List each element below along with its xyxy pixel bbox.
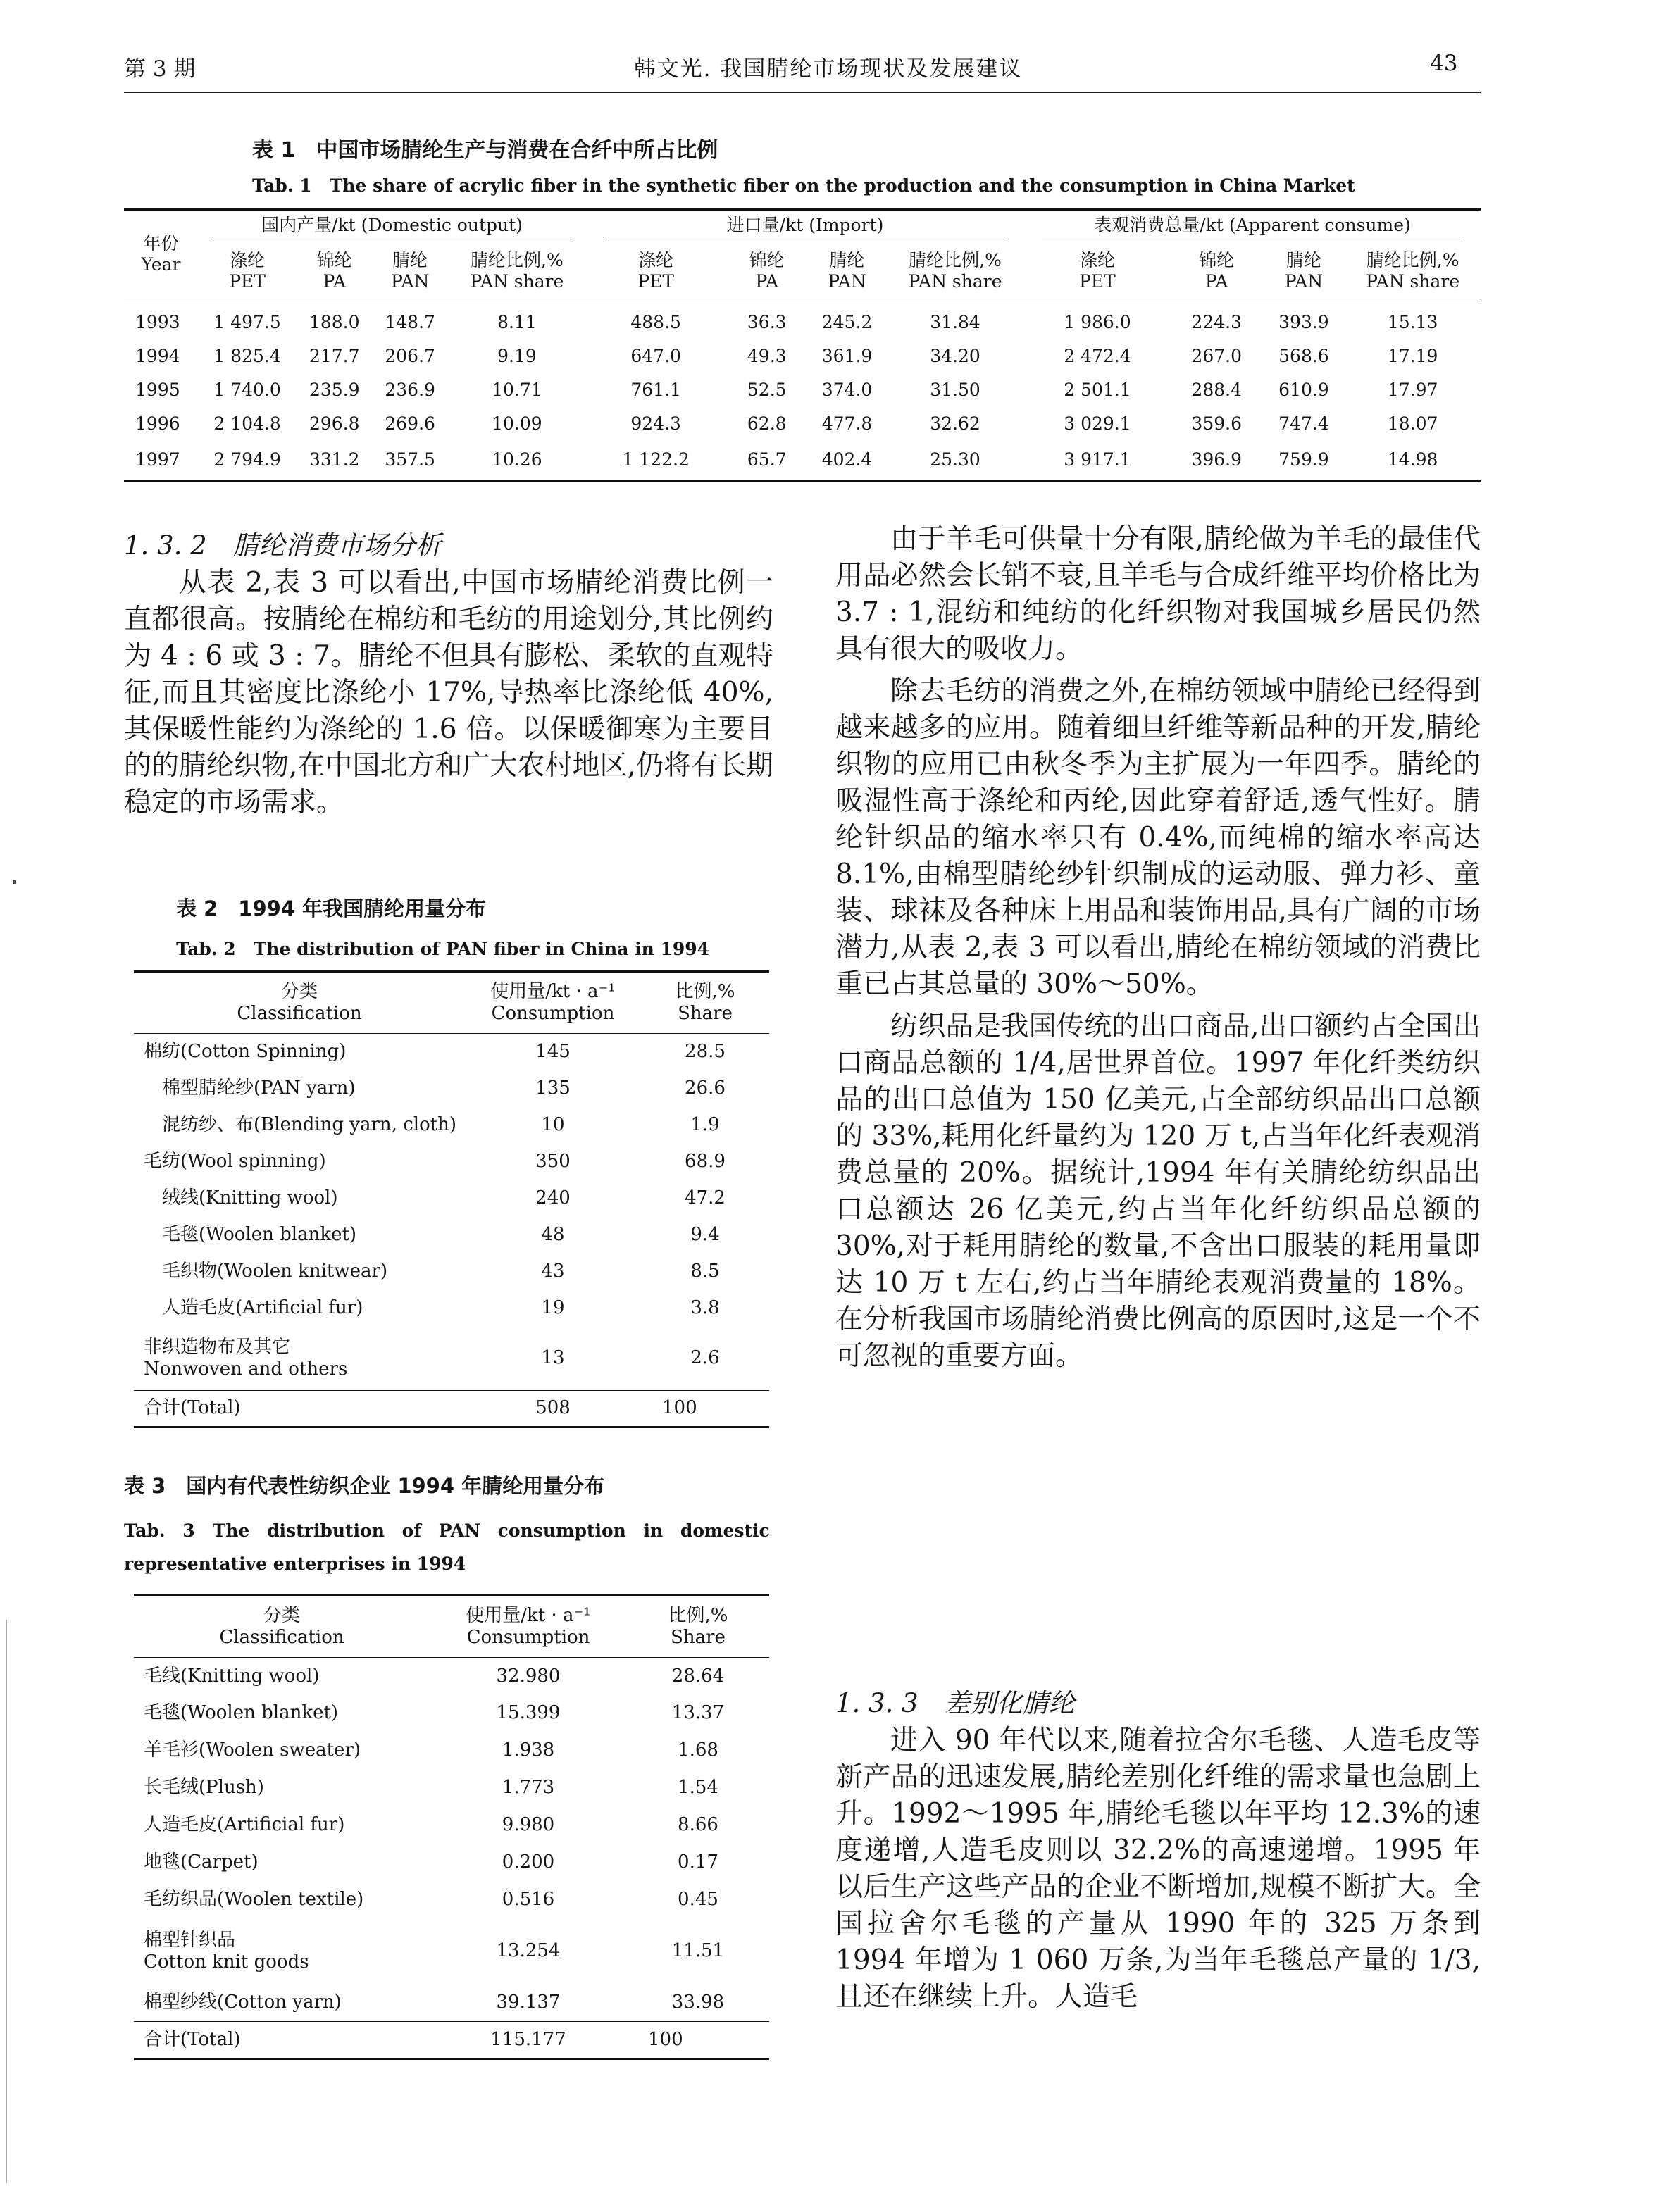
section-heading-132: 1. 3. 2 腈纶消费市场分析	[124, 530, 442, 561]
consumption-cell: 135	[535, 1077, 571, 1099]
table2-row	[134, 1180, 769, 1217]
classification-cell	[134, 1658, 430, 1695]
share-cell: 8.66	[678, 1814, 718, 1836]
table1-cell: 17.97	[1387, 380, 1438, 400]
table3-row	[134, 1695, 769, 1732]
table1-cell: 488.5	[630, 312, 681, 333]
sub-cn: 腈纶比例,%	[471, 249, 564, 270]
head-cn: 比例,%	[668, 1604, 728, 1626]
consumption-cell: 1.773	[502, 1777, 555, 1799]
table1-cell: 10.26	[492, 449, 542, 470]
classification-cell	[134, 1290, 465, 1327]
table1-cell: 374.0	[821, 380, 873, 400]
consumption-cell: 39.137	[496, 1991, 561, 2013]
table1-row	[124, 339, 1481, 373]
table1-cell: 25.30	[930, 449, 980, 470]
table3-row	[134, 1732, 769, 1770]
table1-cell: 1 122.2	[622, 449, 690, 470]
classification-cell	[134, 1732, 430, 1770]
sub-cn: 腈纶	[1285, 249, 1321, 270]
year-header	[124, 210, 198, 299]
table1-cell: 357.5	[385, 449, 435, 470]
share-cell: 1.68	[678, 1739, 718, 1761]
group-domestic	[198, 210, 586, 244]
sub-en: PET	[1079, 270, 1116, 292]
section-heading-133: 1. 3. 3 差别化腈纶	[835, 1688, 1075, 1718]
table2-caption-cn: 表 2 1994 年我国腈纶用量分布	[176, 896, 487, 920]
year-cell: 1993	[135, 312, 180, 333]
classification-label: 毛毯(Woolen blanket)	[144, 1702, 339, 1724]
table1-cell: 2 472.4	[1064, 346, 1131, 366]
classification-label: 毛毯(Woolen blanket)	[162, 1223, 357, 1245]
table1-cell: 31.50	[930, 380, 980, 400]
classification-label: 毛织物(Woolen knitwear)	[162, 1260, 388, 1282]
sub-en: PAN	[1284, 270, 1324, 292]
table1-cell: 288.4	[1191, 380, 1242, 400]
share-cell: 2.6	[690, 1347, 720, 1369]
sub-pet	[586, 244, 726, 299]
table1-row	[124, 441, 1481, 480]
table1-caption-cn: 表 1 中国市场腈纶生产与消费在合纤中所占比例	[252, 138, 718, 163]
year-cell: 1994	[135, 346, 180, 366]
classification-label: 合计(Total)	[144, 2028, 241, 2050]
group-import-label: 进口量/kt (Import)	[604, 215, 1007, 239]
classification-cell	[134, 1034, 465, 1070]
classification-label: 棉型针织品	[144, 1929, 236, 1951]
table3-row	[134, 1844, 769, 1882]
sub-en: PA	[755, 270, 779, 292]
year-cell: 1995	[135, 380, 180, 400]
share-cell: 28.64	[671, 1665, 725, 1687]
consumption-cell: 350	[535, 1150, 571, 1172]
table1-cell: 610.9	[1278, 380, 1329, 400]
classification-label: 绒线(Knitting wool)	[162, 1187, 338, 1208]
classification-cell	[134, 1695, 430, 1732]
table1-cell: 1 825.4	[213, 346, 281, 366]
year-header-en: Year	[141, 254, 181, 275]
classification-cell	[134, 1217, 465, 1254]
table1-cell: 36.3	[747, 312, 787, 333]
classification-cell	[134, 1070, 465, 1107]
table3-row	[134, 1984, 769, 2021]
table1-cell: 3 029.1	[1064, 413, 1131, 434]
classification-label: 毛纺织品(Woolen textile)	[144, 1889, 364, 1911]
table2-row	[134, 1327, 769, 1391]
table1-cell: 17.19	[1387, 346, 1438, 366]
classification-label: 棉纺(Cotton Spinning)	[144, 1041, 347, 1063]
consumption-cell: 9.980	[502, 1814, 555, 1836]
table3-row	[134, 1807, 769, 1844]
share-cell: 3.8	[690, 1296, 720, 1318]
table1-cell: 52.5	[747, 380, 787, 400]
table1-cell: 206.7	[385, 346, 435, 366]
table1-cell: 568.6	[1278, 346, 1329, 366]
paragraph: 除去毛纺的消费之外,在棉纺领域中腈纶已经得到越来越多的应用。随着细旦纤维等新品种的开发,腈纶织物的应用已由秋冬季为主扩展为一年四季。腈纶的吸湿性高于涤纶和丙纶,因此穿着舒适,透气性好。腈纶针织品的缩水率只有 0.4%,而纯棉的缩水率高达 8.1%,由棉型腈纶纱针织制成的运动服、弹力衫、童装、球袜及各种床上用品和装饰用品,具有广阔的市场潜力,从表 2,表 3 可以看出,腈纶在棉纺领域的消费比重已占其总量的 30%～50%。	[835, 675, 1481, 1000]
head-en: Share	[678, 1003, 733, 1024]
table2-row	[134, 1107, 769, 1144]
consumption-cell: 32.980	[496, 1665, 561, 1687]
table1-cell: 331.2	[309, 449, 360, 470]
sub-en: PA	[1204, 270, 1228, 292]
sub-cn: 腈纶	[829, 249, 865, 270]
page-number: 43	[1430, 51, 1458, 76]
share-cell: 0.17	[678, 1851, 718, 1873]
table3-row	[134, 2021, 769, 2058]
classification-label: 非织造物布及其它	[144, 1336, 291, 1358]
classification-cell	[134, 1144, 465, 1180]
table1-cell: 32.62	[930, 413, 980, 434]
consumption-cell: 0.516	[502, 1889, 555, 1911]
right-column-upper	[835, 521, 1481, 1375]
group-import	[586, 210, 1024, 244]
consumption-cell: 1.938	[502, 1739, 555, 1761]
paragraph: 纺织品是我国传统的出口商品,出口额约占全国出口商品总额的 1/4,居世界首位。1997 年化纤类纺织品的出口总值为 150 亿美元,占全部纺织品出口总额的 33%,耗用化纤量约为 120 万 t,占当年化纤表观消费总量的 20%。据统计,1994 年有关腈纶纺织品出口总额达 26 亿美元,约占当年化纤纺织品总额的 30%,对于耗用腈纶的数量,不含出口服装的耗用量即达 10 万 t 左右,约占当年腈纶表观消费量的 18%。在分析我国市场腈纶消费比例高的原因时,这是一个不可忽视的重要方面。	[835, 1011, 1481, 1372]
head-cn: 比例,%	[675, 980, 735, 1002]
sub-pan	[808, 244, 886, 299]
table1-cell: 14.98	[1387, 449, 1438, 470]
sub-pa	[1171, 244, 1263, 299]
table1-row	[124, 407, 1481, 441]
table1-cell: 269.6	[385, 413, 435, 434]
classification-label: 人造毛皮(Artificial fur)	[144, 1814, 345, 1836]
consumption-cell: 0.200	[502, 1851, 555, 1873]
group-domestic-label: 国内产量/kt (Domestic output)	[213, 215, 571, 239]
table1-cell: 359.6	[1191, 413, 1242, 434]
table1-cell: 924.3	[630, 413, 681, 434]
paragraph: 从表 2,表 3 可以看出,中国市场腈纶消费比例一直都很高。按腈纶在棉纺和毛纺的用途划分,其比例约为 4 : 6 或 3 : 7。腈纶不但具有膨松、柔软的直观特征,而且其密度比涤纶小 17%,导热率比涤纶低 40%,其保暖性能约为涤纶的 1.6 倍。以保暖御寒为主要目的的腈纶织物,在中国北方和广大农村地区,仍将有长期稳定的市场需求。	[124, 567, 773, 818]
classification-cell	[134, 1844, 430, 1882]
year-header-cn: 年份	[143, 233, 179, 254]
table3-row	[134, 1658, 769, 1695]
table1-cell: 747.4	[1278, 413, 1329, 434]
table1-cell: 236.9	[385, 380, 435, 400]
sub-cn: 涤纶	[638, 249, 674, 270]
share-cell: 47.2	[685, 1187, 726, 1208]
consumption-cell: 240	[535, 1187, 571, 1208]
classification-cell	[134, 2021, 430, 2058]
table3-row	[134, 1919, 769, 1985]
head-en: Classification	[237, 1003, 362, 1024]
paragraph: 由于羊毛可供量十分有限,腈纶做为羊毛的最佳代用品必然会长销不衰,且羊毛与合成纤维平均价格比为 3.7 : 1,混纺和纯纺的化纤织物对我国城乡居民仍然具有很大的吸收力。	[835, 523, 1481, 665]
sub-pa	[726, 244, 808, 299]
classification-cell	[134, 1107, 465, 1144]
head-cn: 分类	[263, 1604, 300, 1626]
head-cn: 使用量/kt · a⁻¹	[490, 980, 616, 1002]
table1-cell: 217.7	[309, 346, 360, 366]
table1-cell: 296.8	[309, 413, 360, 434]
sub-pan	[1263, 244, 1345, 299]
section-132-body	[124, 565, 773, 821]
head-cn: 分类	[280, 980, 318, 1002]
classification-cell	[134, 1984, 430, 2021]
table1-cell: 761.1	[630, 380, 681, 400]
classification-cell	[134, 1254, 465, 1290]
table1-cell: 235.9	[309, 380, 360, 400]
share-cell: 26.6	[685, 1077, 726, 1099]
table1-cell: 267.0	[1191, 346, 1242, 366]
share-cell: 28.5	[685, 1041, 726, 1063]
sub-pet	[198, 244, 297, 299]
table3	[134, 1594, 769, 2060]
table1-cell: 3 917.1	[1064, 449, 1131, 470]
sub-en: PAN share	[1366, 270, 1460, 292]
table1-cell: 1 497.5	[213, 312, 281, 333]
scan-dot	[13, 880, 16, 884]
table3-caption-en-1: Tab. 3 The distribution of PAN consumption in domestic	[124, 1520, 770, 1541]
group-apparent-label: 表观消费总量/kt (Apparent consume)	[1042, 215, 1462, 239]
sub-pan	[372, 244, 447, 299]
classification-cell	[134, 1919, 430, 1985]
consumption-cell: 19	[541, 1296, 565, 1318]
table1-cell: 1 740.0	[213, 380, 281, 400]
table2-row	[134, 1034, 769, 1070]
t3-head-consumption	[430, 1596, 627, 1658]
share-cell: 100	[662, 1397, 697, 1419]
share-cell: 11.51	[671, 1940, 725, 1962]
t2-head-consumption	[465, 972, 641, 1034]
sub-pa	[297, 244, 372, 299]
classification-label: 合计(Total)	[144, 1397, 241, 1419]
table1-cell: 8.11	[497, 312, 537, 333]
table1-cell: 2 794.9	[213, 449, 281, 470]
head-cn: 使用量/kt · a⁻¹	[466, 1604, 591, 1626]
table1-cell: 49.3	[747, 346, 787, 366]
consumption-cell: 115.177	[490, 2028, 566, 2050]
share-cell: 9.4	[690, 1223, 720, 1245]
table1-cell: 224.3	[1191, 312, 1242, 333]
table1-cell: 245.2	[821, 312, 873, 333]
consumption-cell: 43	[541, 1260, 565, 1282]
consumption-cell: 508	[535, 1397, 571, 1419]
table1-cell: 10.09	[492, 413, 542, 434]
share-cell: 1.9	[690, 1113, 720, 1135]
sub-cn: 腈纶比例,%	[1366, 249, 1459, 270]
table1-cell: 31.84	[930, 312, 980, 333]
t2-head-classification	[134, 972, 465, 1034]
classification-cell	[134, 1180, 465, 1217]
share-cell: 68.9	[685, 1150, 726, 1172]
head-en: Consumption	[466, 1627, 590, 1648]
table1-cell: 148.7	[385, 312, 435, 333]
right-column-lower	[835, 1723, 1481, 2016]
table3-caption-cn: 表 3 国内有代表性纺织企业 1994 年腈纶用量分布	[124, 1474, 605, 1498]
table1-cell: 393.9	[1278, 312, 1329, 333]
classification-cell	[134, 1807, 430, 1844]
table3-row	[134, 1882, 769, 1919]
table2-row	[134, 1070, 769, 1107]
sub-en: PAN share	[908, 270, 1002, 292]
sub-en: PA	[323, 270, 347, 292]
classification-label-en: Nonwoven and others	[144, 1358, 348, 1380]
table1-cell: 647.0	[630, 346, 681, 366]
share-cell: 100	[648, 2028, 683, 2050]
classification-label: 棉型腈纶纱(PAN yarn)	[162, 1077, 356, 1099]
table1-cell: 62.8	[747, 413, 787, 434]
table2-caption-en: Tab. 2 The distribution of PAN fiber in China in 1994	[176, 939, 710, 959]
table3-caption-en-2: representative enterprises in 1994	[124, 1554, 466, 1574]
sub-en: PET	[229, 270, 266, 292]
sub-cn: 涤纶	[1079, 249, 1115, 270]
table2-row	[134, 1391, 769, 1427]
share-cell: 8.5	[690, 1260, 720, 1282]
sub-cn: 涤纶	[230, 249, 266, 270]
consumption-cell: 10	[541, 1113, 565, 1135]
consumption-cell: 15.399	[496, 1702, 561, 1724]
classification-label: 棉型纱线(Cotton yarn)	[144, 1991, 342, 2013]
sub-pet	[1024, 244, 1171, 299]
table2-row	[134, 1254, 769, 1290]
running-title: 韩文光. 我国腈纶市场现状及发展建议	[633, 56, 1023, 82]
sub-pan-share	[448, 244, 586, 299]
table1-cell: 15.13	[1387, 312, 1438, 333]
group-apparent	[1024, 210, 1481, 244]
sub-en: PAN share	[470, 270, 564, 292]
share-cell: 1.54	[678, 1777, 718, 1799]
share-cell: 0.45	[678, 1889, 718, 1911]
classification-label: 毛线(Knitting wool)	[144, 1665, 320, 1687]
table2-row	[134, 1217, 769, 1254]
table1-cell: 34.20	[930, 346, 980, 366]
table1-cell: 18.07	[1387, 413, 1438, 434]
classification-label: 长毛绒(Plush)	[144, 1777, 264, 1799]
table1-cell: 9.19	[497, 346, 537, 366]
classification-label: 混纺纱、布(Blending yarn, cloth)	[162, 1113, 457, 1135]
table2-row	[134, 1290, 769, 1327]
table1-cell: 477.8	[821, 413, 873, 434]
table1-cell: 2 104.8	[213, 413, 281, 434]
sub-pan-share	[1345, 244, 1481, 299]
table1-row	[124, 373, 1481, 407]
table1-cell: 2 501.1	[1064, 380, 1131, 400]
table1-caption-en: Tab. 1 The share of acrylic fiber in the synthetic fiber on the production and the consumption in China Market	[252, 175, 1355, 196]
classification-label-en: Cotton knit goods	[144, 1951, 309, 1973]
sub-pan-share	[886, 244, 1024, 299]
table1-row	[124, 299, 1481, 339]
table1-cell: 65.7	[747, 449, 787, 470]
sub-en: PAN	[828, 270, 866, 292]
table1-cell: 361.9	[821, 346, 873, 366]
year-cell: 1997	[135, 449, 180, 470]
sub-cn: 腈纶比例,%	[909, 249, 1002, 270]
head-en: Classification	[219, 1627, 344, 1648]
classification-label: 毛纺(Wool spinning)	[144, 1150, 326, 1172]
sub-cn: 锦纶	[316, 249, 352, 270]
sub-cn: 锦纶	[1199, 249, 1235, 270]
classification-cell	[134, 1882, 430, 1919]
consumption-cell: 145	[535, 1041, 571, 1063]
sub-en: PAN	[390, 270, 430, 292]
sub-cn: 锦纶	[749, 249, 785, 270]
t3-head-share	[627, 1596, 769, 1658]
table1-cell: 759.9	[1278, 449, 1329, 470]
table1-cell: 10.71	[492, 380, 542, 400]
classification-cell	[134, 1327, 465, 1391]
table1-cell: 1 986.0	[1064, 312, 1131, 333]
classification-label: 羊毛衫(Woolen sweater)	[144, 1739, 361, 1761]
table2	[134, 970, 769, 1428]
share-cell: 33.98	[671, 1991, 725, 2013]
classification-cell	[134, 1770, 430, 1807]
header-rule	[124, 92, 1481, 93]
classification-label: 地毯(Carpet)	[144, 1851, 259, 1873]
consumption-cell: 48	[541, 1223, 565, 1245]
table1-cell: 402.4	[821, 449, 873, 470]
classification-label: 人造毛皮(Artificial fur)	[162, 1296, 363, 1318]
table1-cell: 188.0	[309, 312, 360, 333]
table2-row	[134, 1144, 769, 1180]
issue-number: 第 3 期	[124, 56, 196, 82]
table1	[124, 208, 1481, 482]
scan-edge-mark	[6, 1620, 7, 2183]
sub-en: PET	[637, 270, 675, 292]
head-en: Consumption	[491, 1003, 615, 1024]
table1-cell: 396.9	[1191, 449, 1242, 470]
sub-cn: 腈纶	[392, 249, 428, 270]
share-cell: 13.37	[671, 1702, 725, 1724]
table3-row	[134, 1770, 769, 1807]
t2-head-share	[641, 972, 769, 1034]
classification-cell	[134, 1391, 465, 1427]
head-en: Share	[671, 1627, 726, 1648]
year-cell: 1996	[135, 413, 180, 434]
paragraph: 进入 90 年代以来,随着拉舍尔毛毯、人造毛皮等新产品的迅速发展,腈纶差别化纤维的需求量也急剧上升。1992～1995 年,腈纶毛毯以年平均 12.3%的速度递增,人造毛皮则以 32.2%的高速递增。1995 年以后生产这些产品的企业不断增加,规模不断扩大。全国拉舍尔毛毯的产量从 1990 年的 325 万条到 1994 年增为 1 060 万条,为当年毛毯总产量的 1/3,且还在继续上升。人造毛	[835, 1725, 1481, 2013]
t3-head-classification	[134, 1596, 430, 1658]
consumption-cell: 13	[541, 1347, 565, 1369]
consumption-cell: 13.254	[496, 1940, 561, 1962]
